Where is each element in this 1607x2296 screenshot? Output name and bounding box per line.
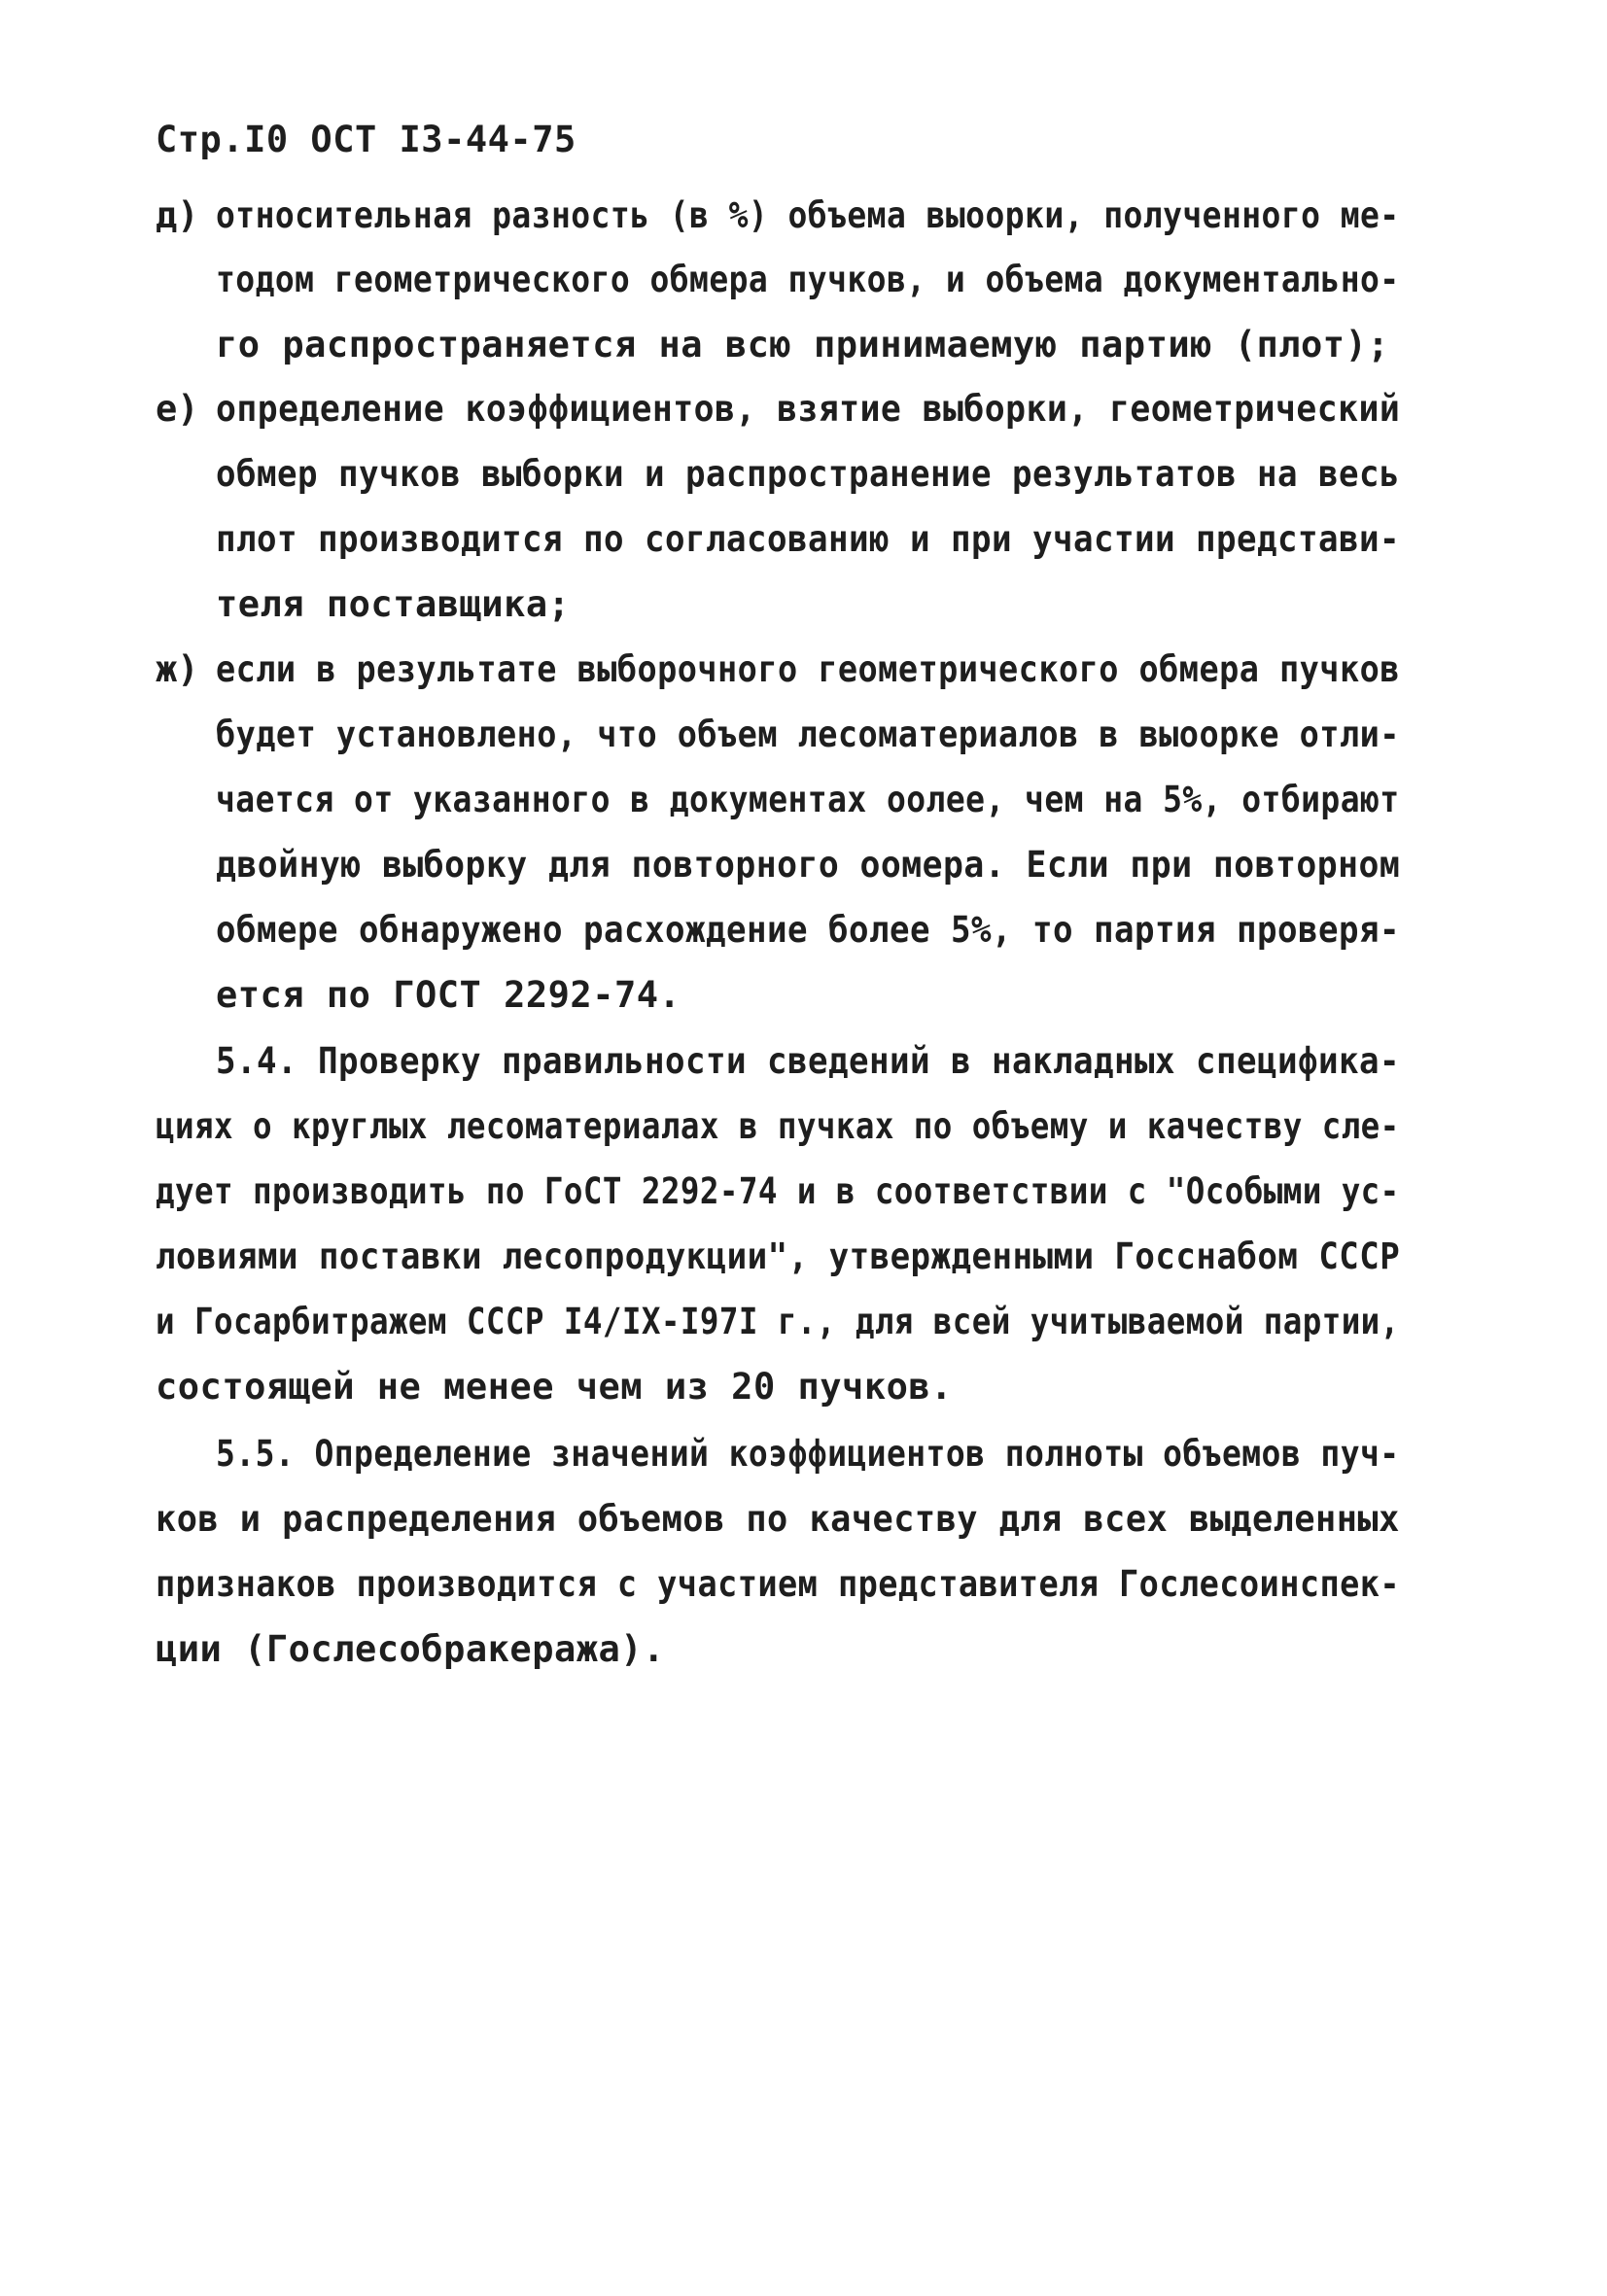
paragraph-line: плот производится по согласованию и при участии представи- xyxy=(216,518,1400,560)
paragraph-line: 5.5. Определение значений коэффициентов полноты объемов пуч- xyxy=(216,1433,1400,1475)
list-marker: д) xyxy=(156,194,199,236)
paragraph-line: если в результате выборочного геометрического обмера пучков xyxy=(216,648,1400,690)
paragraph-line: дует производить по ГоСТ 2292-74 и в соответствии с "Особыми ус- xyxy=(156,1170,1400,1212)
list-marker: е) xyxy=(156,388,199,430)
paragraph-line: состоящей не менее чем из 20 пучков. xyxy=(156,1366,953,1408)
paragraph-line: двойную выборку для повторного оомера. Если при повторном xyxy=(216,844,1401,886)
paragraph-line: и Госарбитражем СССР I4/IX-I97I г., для всей учитываемой партии, xyxy=(156,1301,1400,1342)
paragraph-line: циях о круглых лесоматериалах в пучках по объему и качеству сле- xyxy=(156,1105,1400,1147)
paragraph-line: обмер пучков выборки и распространение результатов на весь xyxy=(216,453,1400,495)
paragraph-line: чается от указанного в документах оолее, чем на 5%, отбирают xyxy=(216,779,1400,820)
paragraph-line: ков и распределения объемов по качеству для всех выделенных xyxy=(156,1498,1400,1540)
paragraph-line: 5.4. Проверку правильности сведений в накладных спецификa- xyxy=(216,1040,1400,1082)
paragraph-line: теля поставщика; xyxy=(216,583,571,625)
paragraph-line: обмере обнаружено расхождение более 5%, то партия проверя- xyxy=(216,909,1400,951)
paragraph-line: определение коэффициентов, взятие выборки, геометрический xyxy=(216,388,1401,430)
paragraph-line: го распространяется на всю принимаемую партию (плот); xyxy=(216,324,1390,365)
paragraph-line: признаков производится с участием представителя Гослесоинспек- xyxy=(156,1563,1401,1605)
paragraph-line: тодом геометрического обмера пучков, и объема документально- xyxy=(216,259,1400,300)
page-header: Стр.I0 ОСТ I3-44-75 xyxy=(156,119,576,160)
list-marker: ж) xyxy=(156,648,199,690)
paragraph-line: ловиями поставки лесопродукции", утвержденными Госснабом СССР xyxy=(156,1235,1401,1277)
paragraph-line: ется по ГОСТ 2292-74. xyxy=(216,974,681,1016)
paragraph-line: будет установлено, что объем лесоматериалов в выоорке отли- xyxy=(216,713,1400,755)
paragraph-line: ции (Гослесобракеража). xyxy=(156,1628,665,1670)
paragraph-line: относительная разность (в %) объема выоорки, полученного ме- xyxy=(216,194,1400,236)
